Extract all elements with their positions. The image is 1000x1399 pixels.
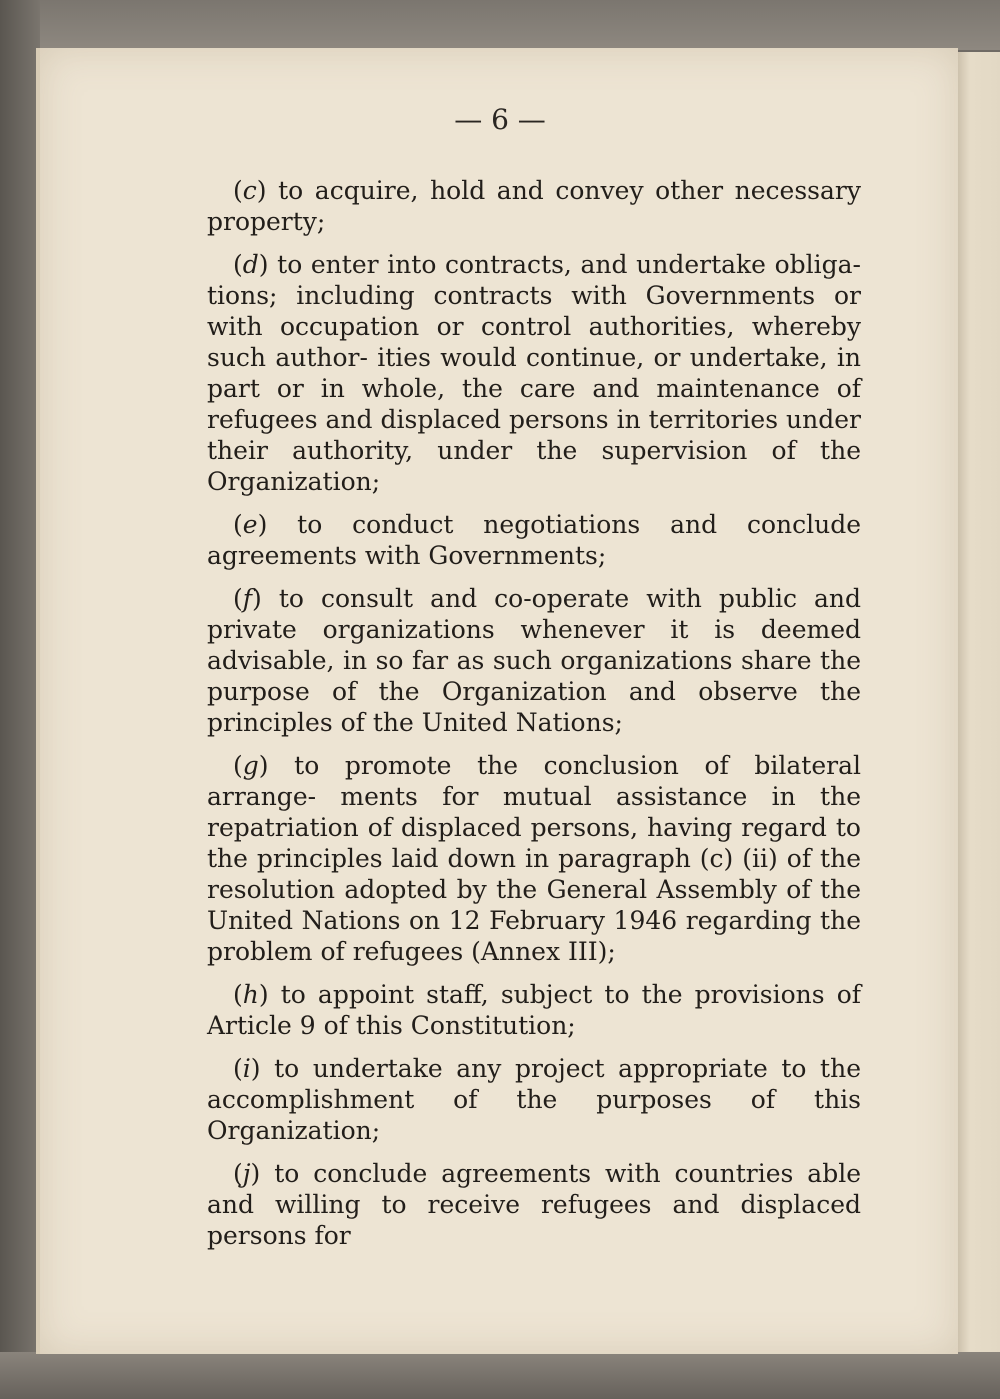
paragraph-text: to acquire, hold and convey other necessary property; [207, 176, 861, 236]
item-letter: g [242, 751, 259, 780]
paragraph-text: to conclude agreements with countries able and willing to receive refugees and displaced persons for [207, 1159, 861, 1250]
paragraph-text: to conduct negotiations and conclude agreements with Governments; [207, 510, 861, 570]
paragraph-h: (h) to appoint staff, subject to the provisions of Article 9 of this Constitution; [207, 980, 861, 1040]
item-letter: c [242, 176, 257, 205]
paragraph-d: (d) to enter into contracts, and undertake obliga- tions; including contracts with Governments or with occupation or control authorities, whereby such author- ities would continue, or undertake, in part or in whole, the care and maintenance of refugees and displaced persons in territories under their authority, under the supervision of the Organization; [207, 250, 861, 496]
paragraph-text: to promote the conclusion of bilateral arrange- ments for mutual assistance in the repatriation of displaced persons, having regard to the principles laid down in paragraph (c) (ii) of the resolution adopted by the General Assembly of the United Nations on 12 February 1946 regarding the problem of refugees (Annex III); [207, 751, 861, 966]
scan-background-top [0, 0, 1000, 50]
paragraph-text: to undertake any project appropriate to the accomplishment of the purposes of this Organization; [207, 1054, 861, 1145]
item-letter: e [242, 510, 258, 539]
paragraph-text: to appoint staff, subject to the provisions of Article 9 of this Constitution; [207, 980, 861, 1040]
paragraph-i: (i) to undertake any project appropriate to the accomplishment of the purposes of this Organization; [207, 1054, 861, 1145]
item-letter: i [242, 1054, 251, 1083]
item-letter: h [242, 980, 259, 1009]
item-letter: j [242, 1159, 251, 1188]
paragraph-c: (c) to acquire, hold and convey other necessary property; [207, 176, 861, 236]
paragraph-text: to consult and co-operate with public and private organizations whenever it is deemed advisable, in so far as such organizations share the purpose of the Organization and observe the principles of the United Nations; [207, 584, 861, 737]
facing-page-edge [954, 52, 1000, 1352]
page-number: — 6 — [454, 103, 546, 136]
paragraph-text: to enter into contracts, and undertake obliga- tions; including contracts with Governments or with occupation or control authorities, whereby such author- ities would continue, or undertake, in part or in whole, the care and maintenance of refugees and displaced persons in territories under their authority, under the supervision of the Organization; [207, 250, 861, 496]
paragraph-g: (g) to promote the conclusion of bilateral arrange- ments for mutual assistance in the repatriation of displaced persons, having regard to the principles laid down in paragraph (c) (ii) of the resolution adopted by the General Assembly of the United Nations on 12 February 1946 regarding the problem of refugees (Annex III); [207, 751, 861, 966]
paragraph-e: (e) to conduct negotiations and conclude agreements with Governments; [207, 510, 861, 570]
item-letter: d [242, 250, 259, 279]
scan-background-left [0, 0, 40, 1399]
page-body [207, 175, 861, 1263]
scan-background-bottom [0, 1352, 1000, 1399]
item-letter: f [242, 584, 253, 613]
paragraph-f: (f) to consult and co-operate with public and private organizations whenever it is deemed advisable, in so far as such organizations share the purpose of the Organization and observe the principles of the United Nations; [207, 584, 861, 737]
paragraph-j: (j) to conclude agreements with countries able and willing to receive refugees and displaced persons for [207, 1159, 861, 1250]
